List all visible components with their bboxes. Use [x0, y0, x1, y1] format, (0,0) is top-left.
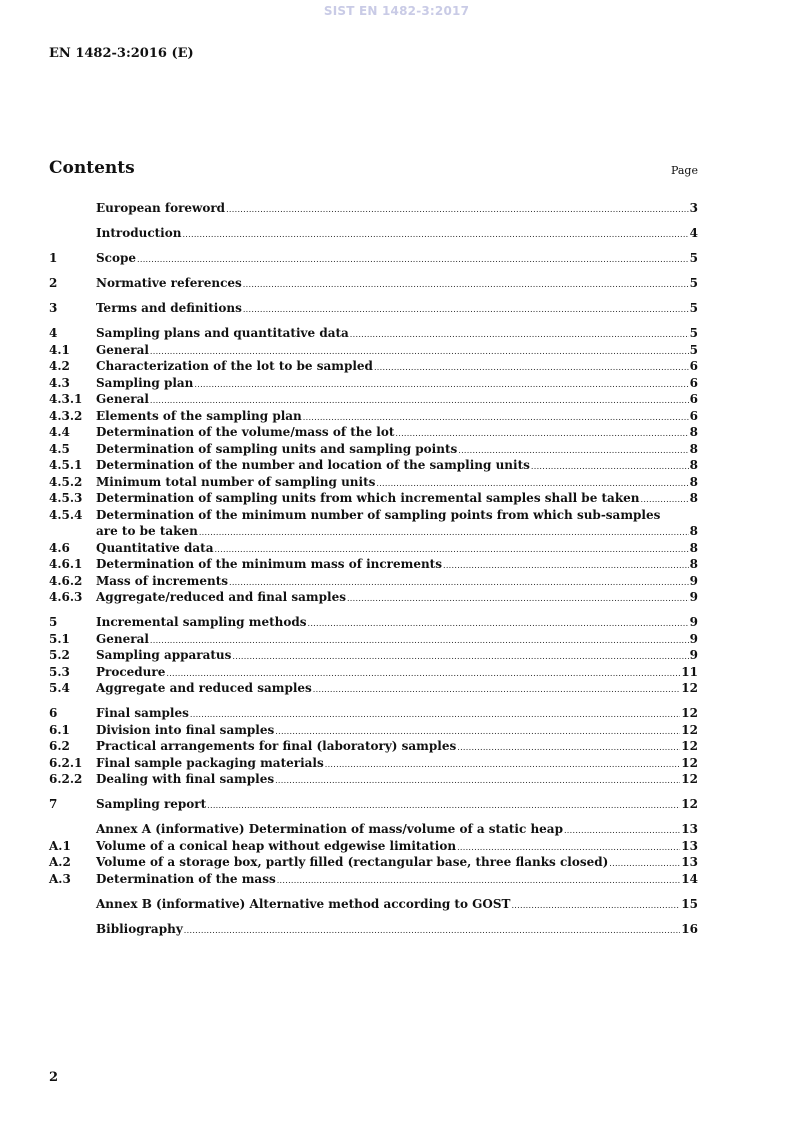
toc-entry[interactable]	[49, 838, 698, 855]
toc-entry-number: 5.3	[49, 664, 70, 679]
watermark: SIST EN 1482-3:2017	[323, 4, 470, 18]
toc-entry[interactable]	[49, 275, 698, 292]
toc-entry-number: 4.5.3	[49, 491, 83, 505]
toc-entry-number: 4.6.3	[49, 590, 83, 604]
toc-entry-page: 8	[689, 458, 698, 472]
toc-entry-title: Aggregate/reduced and final samples	[96, 590, 346, 604]
toc-entry-title: Determination of sampling units and sampling points	[96, 441, 458, 456]
toc-dot-leader	[609, 856, 680, 873]
toc-entry-number: 6.2.1	[49, 755, 83, 770]
toc-entry[interactable]	[49, 490, 698, 507]
toc-dot-leader	[194, 377, 688, 394]
toc-dot-leader	[325, 757, 681, 774]
toc-entry[interactable]	[49, 854, 698, 871]
toc-entry-page: 12	[681, 797, 698, 811]
toc-dot-leader	[347, 591, 689, 608]
toc-entry-title: General	[96, 631, 149, 646]
toc-entry-page: 12	[681, 772, 698, 786]
toc-entry-page: 12	[681, 739, 698, 753]
toc-entry-number: 4	[49, 326, 58, 340]
toc-entry[interactable]	[49, 614, 698, 631]
toc-entry-page: 6	[689, 408, 698, 423]
toc-entry-title: Dealing with final samples	[96, 772, 275, 786]
toc-dot-leader	[184, 923, 681, 940]
toc-entry[interactable]	[49, 408, 698, 425]
toc-dot-leader	[232, 649, 688, 666]
toc-entry-title: Sampling plans and quantitative data	[96, 326, 349, 340]
toc-entry-number: 4.3.1	[49, 392, 83, 406]
toc-entry[interactable]	[49, 325, 698, 342]
toc-entry-title: Normative references	[96, 276, 242, 290]
toc-entry-number: 4.2	[49, 359, 70, 373]
toc-dot-leader	[443, 558, 689, 575]
toc-entry-page: 16	[681, 921, 698, 936]
contents-heading: Contents	[49, 158, 135, 178]
toc-entry[interactable]	[49, 705, 698, 722]
toc-entry-page: 12	[681, 722, 698, 737]
toc-entry-page: 5	[689, 342, 698, 357]
toc-entry[interactable]	[49, 821, 698, 838]
toc-dot-leader	[199, 525, 689, 542]
toc-entry-number: 1	[49, 251, 58, 265]
toc-entry-title: Sampling report	[96, 797, 207, 811]
toc-entry[interactable]	[49, 250, 698, 267]
toc-entry[interactable]	[49, 680, 698, 697]
toc-entry[interactable]	[49, 523, 698, 540]
toc-entry-page: 6	[689, 375, 698, 390]
toc-dot-leader	[226, 202, 689, 219]
toc-entry[interactable]	[49, 200, 698, 217]
toc-entry[interactable]	[49, 921, 698, 938]
toc-entry-title: Mass of increments	[96, 573, 228, 588]
toc-entry[interactable]	[49, 738, 698, 755]
toc-entry-page: 9	[689, 573, 698, 588]
toc-entry-page: 8	[689, 441, 698, 456]
toc-entry-title: Elements of the sampling plan	[96, 408, 302, 423]
toc-entry-page: 8	[689, 540, 698, 555]
toc-dot-leader	[350, 327, 689, 344]
toc-entry-number: 5.4	[49, 681, 70, 695]
toc-entry[interactable]	[49, 755, 698, 772]
toc-entry[interactable]	[49, 631, 698, 648]
toc-entry-page: 9	[689, 615, 698, 629]
toc-entry-number: 4.5	[49, 441, 70, 456]
toc-entry-page: 6	[689, 392, 698, 406]
toc-entry-page: 5	[689, 276, 698, 290]
toc-entry-title: Incremental sampling methods	[96, 615, 307, 629]
toc-entry-title: Minimum total number of sampling units	[96, 474, 376, 489]
toc-entry[interactable]	[49, 722, 698, 739]
toc-entry[interactable]	[49, 358, 698, 375]
toc-entry[interactable]	[49, 342, 698, 359]
toc-entry-page: 15	[681, 896, 698, 911]
toc-entry-number: 6.2	[49, 739, 70, 753]
toc-entry-page: 9	[689, 590, 698, 604]
document-id: EN 1482-3:2016 (E)	[49, 46, 194, 61]
toc-entry-title: General	[96, 392, 149, 406]
toc-entry-title: Volume of a conical heap without edgewise limitation	[96, 838, 457, 853]
toc-entry-page: 12	[681, 706, 698, 720]
toc-entry-number: 7	[49, 797, 58, 811]
toc-entry-page: 14	[681, 871, 698, 886]
toc-entry[interactable]	[49, 771, 698, 788]
toc-entry-number: 6.1	[49, 722, 70, 737]
toc-entry[interactable]	[49, 556, 698, 573]
toc-entry-title: European foreword	[96, 201, 226, 215]
toc-entry-number: 4.3	[49, 375, 70, 390]
toc-dot-leader	[182, 227, 688, 244]
toc-entry-page: 4	[689, 226, 698, 240]
toc-entry-number: 5	[49, 615, 58, 629]
toc-entry-number: 4.6.1	[49, 557, 83, 571]
toc-entry-title: Determination of sampling units from which incremental samples shall be taken	[96, 491, 640, 505]
toc-entry-title: Final sample packaging materials	[96, 755, 324, 770]
toc-dot-leader	[564, 823, 680, 840]
toc-entry-page: 11	[681, 664, 698, 679]
toc-entry[interactable]	[49, 507, 698, 524]
toc-entry[interactable]	[49, 796, 698, 813]
toc-entry-title: Sampling apparatus	[96, 648, 232, 662]
toc-entry-page: 9	[689, 631, 698, 646]
toc-entry-page: 8	[689, 491, 698, 505]
toc-entry-title: are to be taken	[96, 524, 198, 538]
toc-entry-page: 13	[681, 855, 698, 869]
toc-entry-page: 8	[689, 557, 698, 571]
toc-entry-number: A.2	[49, 855, 71, 869]
toc-entry-page: 9	[689, 648, 698, 662]
toc-entry[interactable]	[49, 664, 698, 681]
toc-entry-page: 5	[689, 251, 698, 265]
toc-entry[interactable]	[49, 540, 698, 557]
toc-entry-number: 4.4	[49, 425, 70, 439]
toc-entry-page: 13	[681, 822, 698, 836]
toc-dot-leader	[243, 302, 689, 319]
toc-dot-leader	[243, 277, 689, 294]
toc-dot-leader	[511, 898, 680, 915]
toc-entry-title: Procedure	[96, 664, 166, 679]
toc-entry-title: Annex A (informative) Determination of mass/volume of a static heap	[96, 822, 563, 836]
toc-entry-page: 12	[681, 681, 698, 695]
toc-entry-number: 3	[49, 301, 58, 315]
page-number: 2	[49, 1070, 59, 1085]
toc-entry[interactable]	[49, 647, 698, 664]
toc-dot-leader	[137, 252, 689, 269]
toc-entry-title: Division into final samples	[96, 722, 275, 737]
toc-entry-title: Scope	[96, 251, 137, 265]
toc-entry-title: Annex B (informative) Alternative method according to GOST	[96, 896, 511, 911]
toc-entry-title: Introduction	[96, 226, 182, 240]
toc-entry-title: Bibliography	[96, 921, 183, 936]
toc-entry[interactable]	[49, 391, 698, 408]
toc-entry-number: 4.1	[49, 342, 70, 357]
toc-entry-page: 8	[689, 524, 698, 538]
toc-entry-number: 4.3.2	[49, 408, 83, 423]
toc-entry-page: 6	[689, 359, 698, 373]
toc-entry-page: 3	[689, 201, 698, 215]
toc-entry[interactable]	[49, 589, 698, 606]
toc-entry[interactable]	[49, 474, 698, 491]
toc-entry-page: 5	[689, 326, 698, 340]
toc-entry[interactable]	[49, 457, 698, 474]
toc-entry[interactable]	[49, 300, 698, 317]
toc-entry-page: 12	[681, 755, 698, 770]
toc-entry-page: 13	[681, 838, 698, 853]
toc-entry-page: 8	[689, 425, 698, 439]
toc-entry-title: Determination of the minimum mass of increments	[96, 557, 442, 571]
toc-entry[interactable]	[49, 573, 698, 590]
toc-entry-number: 4.5.4	[49, 507, 83, 522]
toc-entry-number: 5.2	[49, 648, 70, 662]
toc-entry-page: 5	[689, 301, 698, 315]
toc-entry-number: 6.2.2	[49, 772, 83, 786]
toc-dot-leader	[313, 682, 681, 699]
toc-entry-number: A.1	[49, 838, 71, 853]
toc-entry[interactable]	[49, 871, 698, 888]
toc-entry-number: 4.6	[49, 540, 70, 555]
toc-entry-number: 4.5.1	[49, 458, 83, 472]
toc-entry-number: 5.1	[49, 631, 70, 646]
toc-entry-number: 4.6.2	[49, 573, 83, 588]
toc-entry-title: Final samples	[96, 706, 189, 720]
toc-entry[interactable]	[49, 441, 698, 458]
toc-entry-title: Quantitative data	[96, 540, 214, 555]
table-of-contents	[49, 200, 698, 937]
toc-entry-title: Terms and definitions	[96, 301, 242, 315]
toc-dot-leader	[275, 773, 680, 790]
toc-entry[interactable]	[49, 225, 698, 242]
toc-entry[interactable]	[49, 375, 698, 392]
toc-dot-leader	[207, 798, 680, 815]
toc-entry-title: Practical arrangements for final (laboratory) samples	[96, 739, 457, 753]
toc-entry-title: Volume of a storage box, partly filled (rectangular base, three flanks closed)	[96, 855, 609, 869]
toc-dot-leader	[531, 459, 689, 476]
toc-entry[interactable]	[49, 424, 698, 441]
toc-entry-page: 8	[689, 474, 698, 489]
toc-entry-title: Aggregate and reduced samples	[96, 681, 312, 695]
page-column-label: Page	[670, 164, 698, 177]
toc-entry-title: Determination of the number and location of the sampling units	[96, 458, 530, 472]
toc-entry-title: Determination of the minimum number of sampling points from which sub-samples	[96, 507, 661, 522]
toc-dot-leader	[457, 740, 680, 757]
toc-entry-title: Characterization of the lot to be sampled	[96, 359, 373, 373]
toc-entry[interactable]	[49, 896, 698, 913]
toc-dot-leader	[374, 360, 689, 377]
toc-dot-leader	[277, 873, 681, 890]
toc-entry-number: 6	[49, 706, 58, 720]
toc-entry-number: 4.5.2	[49, 474, 83, 489]
toc-entry-title: Sampling plan	[96, 375, 194, 390]
toc-dot-leader	[308, 616, 689, 633]
toc-entry-title: Determination of the mass	[96, 871, 276, 886]
toc-entry-title: General	[96, 342, 149, 357]
toc-entry-number: A.3	[49, 871, 71, 886]
toc-entry-number: 2	[49, 276, 58, 290]
toc-entry-title: Determination of the volume/mass of the lot	[96, 425, 395, 439]
